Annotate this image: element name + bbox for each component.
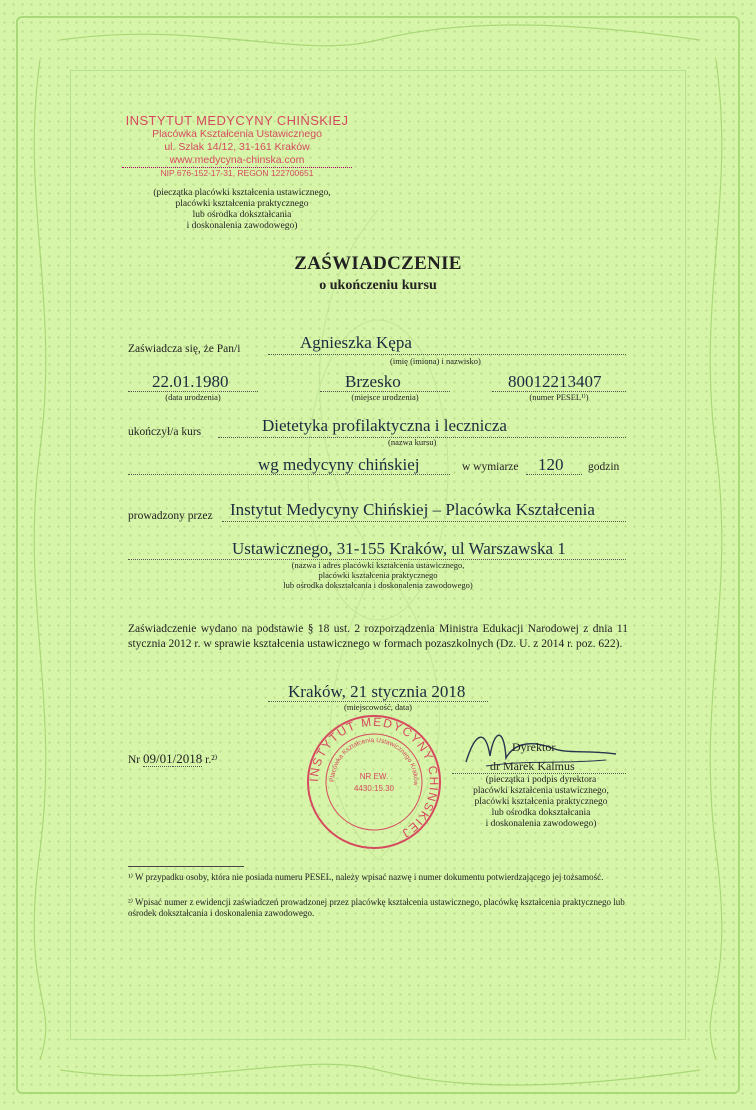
institution-stamp <box>122 113 352 179</box>
hours-value: 120 <box>538 455 564 474</box>
round-seal-stamp <box>305 713 443 851</box>
person-name: Agnieszka Kępa <box>300 333 412 352</box>
number-value: 09/01 <box>143 751 173 766</box>
pesel-caption: (numer PESEL¹⁾) <box>529 392 589 402</box>
director-role: Dyrektor <box>512 740 556 754</box>
course-caption: (nazwa kursu) <box>388 437 437 447</box>
course-name-cont: wg medycyny chińskiej <box>258 455 420 474</box>
seal-center-1: NR EW. <box>359 772 389 781</box>
stamp-line-1: INSTYTUT MEDYCYNY CHIŃSKIEJ <box>125 113 349 128</box>
hours-label: w wymiarze <box>462 461 519 473</box>
place-date: Kraków, 21 stycznia 2018 <box>288 682 466 701</box>
stamp-line-4: www.medycyna-chinska.com <box>169 154 305 166</box>
birth-place-caption: (miejsce urodzenia) <box>351 392 419 402</box>
birth-date-caption: (data urodzenia) <box>165 392 221 402</box>
stamp-line-3: ul. Szlak 14/12, 31-161 Kraków <box>164 141 310 153</box>
director-name: dr Marek Kalmus <box>490 759 575 773</box>
birth-date: 22.01.1980 <box>152 372 229 391</box>
pesel-number: 80012213407 <box>508 372 602 391</box>
course-label: ukończył/a kurs <box>128 426 202 438</box>
certificate-number <box>128 751 217 767</box>
number-year: /2018 <box>172 751 203 766</box>
seal-center-2: 4430.15.30 <box>353 784 395 793</box>
signature-line <box>452 772 626 774</box>
name-caption: (imię (imiona) i nazwisko) <box>390 356 481 366</box>
number-prefix: Nr <box>128 754 141 766</box>
provider-name-1: Instytut Medycyny Chińskiej – Placówka Kształcenia <box>230 500 595 519</box>
person-label: Zaświadcza się, że Pan/i <box>128 343 241 355</box>
birth-place: Brzesko <box>345 372 401 391</box>
course-name: Dietetyka profilaktyczna i lecznicza <box>262 416 507 435</box>
name-line <box>268 353 626 355</box>
document-subtitle: o ukończeniu kursu <box>319 278 437 293</box>
provider-label: prowadzony przez <box>128 510 213 522</box>
hours-unit: godzin <box>588 461 620 473</box>
footnote-2: ²⁾ Wpisać numer z ewidencji zaświadczeń prowadzonej przez placówkę kształcenia ustawicznego, placówkę kształcenia praktycznego lub ośrodek dokształcania i doskonalenia zawodowego. <box>128 897 625 918</box>
footnote-divider <box>128 866 244 867</box>
seal-inner-text: Placówka Kształcenia Ustawicznego Kraków <box>328 736 420 786</box>
stamp-line-5: NIP 676-152-17-31, REGON 122700651 <box>122 167 352 179</box>
provider-line-1 <box>222 520 626 522</box>
stamp-line-2: Placówka Kształcenia Ustawicznego <box>152 128 322 140</box>
legal-basis-text: Zaświadczenie wydano na podstawie § 18 ust. 2 rozporządzenia Ministra Edukacji Narodowej z dnia 11 stycznia 2012 r. w sprawie kształcenia ustawicznego w formach pozaszkolnych (Dz. U. z 2014 r. poz. 622). <box>128 623 628 650</box>
stamp-caption: (pieczątka placówki kształcenia ustawicznego, placówki kształcenia praktycznego lub ośrodka dokształcania i doskonalenia zawodowego) <box>153 188 331 231</box>
signature-caption: (pieczątka i podpis dyrektora placówki kształcenia ustawicznego, placówki kształcenia praktycznego lub ośrodka dokształcania i doskonalenia zawodowego) <box>473 775 609 829</box>
footnote-1: ¹⁾ W przypadku osoby, która nie posiada numeru PESEL, należy wpisać nazwę i numer dokumentu potwierdzającego jej tożsamość. <box>128 872 604 882</box>
provider-name-2: Ustawicznego, 31-155 Kraków, ul Warszawska 1 <box>232 539 566 558</box>
place-date-caption: (miejscowość, data) <box>344 702 412 712</box>
seal-ring-text: INSTYTUT MEDYCYNY CHIŃSKIEJ <box>306 714 442 842</box>
provider-caption: (nazwa i adres placówki kształcenia ustawicznego, placówki kształcenia praktycznego lub ośrodka dokształcania i doskonalenia zawodowego) <box>283 560 473 590</box>
document-title: ZAŚWIADCZENIE <box>294 253 462 274</box>
number-suffix: r.²⁾ <box>205 754 218 766</box>
